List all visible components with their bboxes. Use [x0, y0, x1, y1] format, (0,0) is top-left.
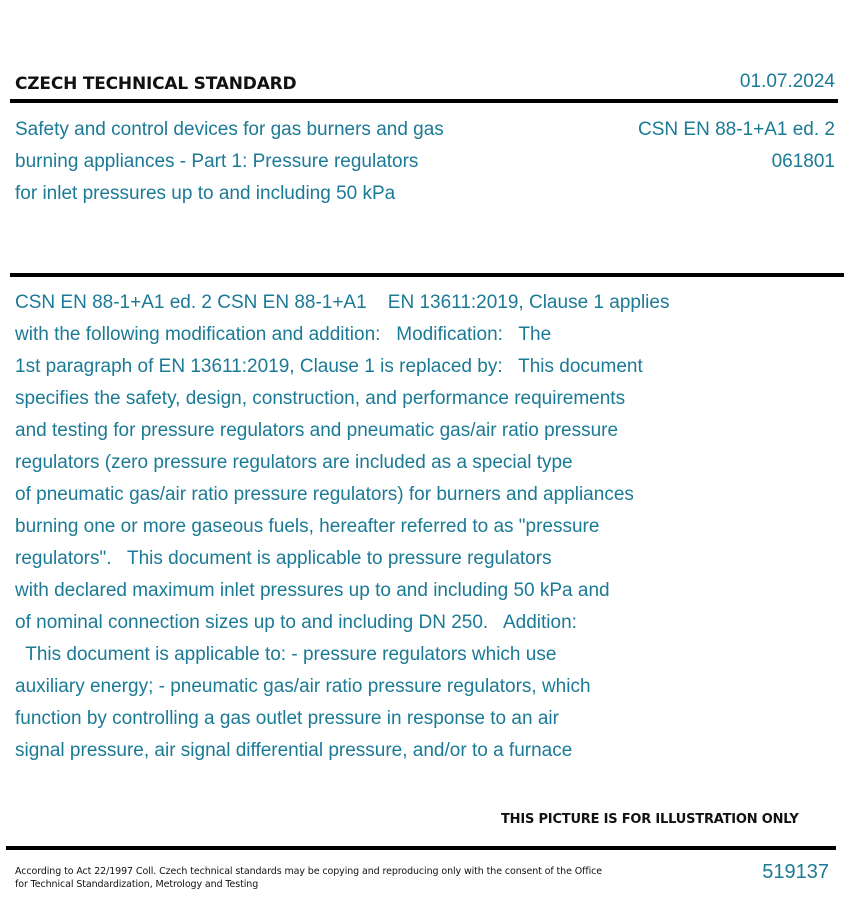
excerpt-line: with the following modification and addition: Modification: The	[15, 324, 552, 345]
legal-notice	[15, 865, 603, 891]
excerpt-line: burning one or more gaseous fuels, hereafter referred to as "pressure	[15, 516, 600, 537]
excerpt-line: of nominal connection sizes up to and including DN 250. Addition:	[15, 612, 577, 633]
standard-heading: CZECH TECHNICAL STANDARD	[15, 74, 297, 94]
document-excerpt	[15, 287, 775, 767]
top-divider	[10, 99, 838, 103]
excerpt-line: This document is applicable to: - pressure regulators which use	[15, 644, 557, 665]
catalog-number: 519137	[762, 861, 829, 883]
excerpt-line: regulators (zero pressure regulators are included as a special type	[15, 452, 573, 473]
legal-notice-line: According to Act 22/1997 Coll. Czech technical standards may be copying and reproducing only with the consent of the Office	[15, 866, 603, 877]
excerpt-line: signal pressure, air signal differential pressure, and/or to a furnace	[15, 740, 573, 761]
excerpt-line: CSN EN 88-1+A1 ed. 2 CSN EN 88-1+A1 EN 13611:2019, Clause 1 applies	[15, 292, 670, 313]
excerpt-line: and testing for pressure regulators and pneumatic gas/air ratio pressure	[15, 420, 619, 441]
standard-code: CSN EN 88-1+A1 ed. 2	[638, 119, 835, 140]
bottom-divider	[6, 846, 836, 850]
document-title-line: for inlet pressures up to and including 50 kPa	[15, 183, 396, 204]
document-title-line: Safety and control devices for gas burners and gas	[15, 119, 444, 140]
effective-date: 01.07.2024	[739, 71, 835, 92]
excerpt-line: auxiliary energy; - pneumatic gas/air ratio pressure regulators, which	[15, 676, 591, 697]
document-title	[15, 114, 535, 210]
document-identifier	[638, 114, 835, 178]
excerpt-line: specifies the safety, design, construction, and performance requirements	[15, 388, 626, 409]
illustration-disclaimer: THIS PICTURE IS FOR ILLUSTRATION ONLY	[501, 812, 799, 827]
excerpt-line: 1st paragraph of EN 13611:2019, Clause 1 is replaced by: This document	[15, 356, 643, 377]
middle-divider	[10, 273, 844, 277]
excerpt-line: regulators". This document is applicable to pressure regulators	[15, 548, 552, 569]
excerpt-line: with declared maximum inlet pressures up to and including 50 kPa and	[15, 580, 610, 601]
classification-number: 061801	[771, 151, 835, 172]
excerpt-line: of pneumatic gas/air ratio pressure regulators) for burners and appliances	[15, 484, 634, 505]
excerpt-line: function by controlling a gas outlet pressure in response to an air	[15, 708, 559, 729]
document-title-line: burning appliances - Part 1: Pressure regulators	[15, 151, 419, 172]
legal-notice-line: for Technical Standardization, Metrology and Testing	[15, 879, 259, 890]
